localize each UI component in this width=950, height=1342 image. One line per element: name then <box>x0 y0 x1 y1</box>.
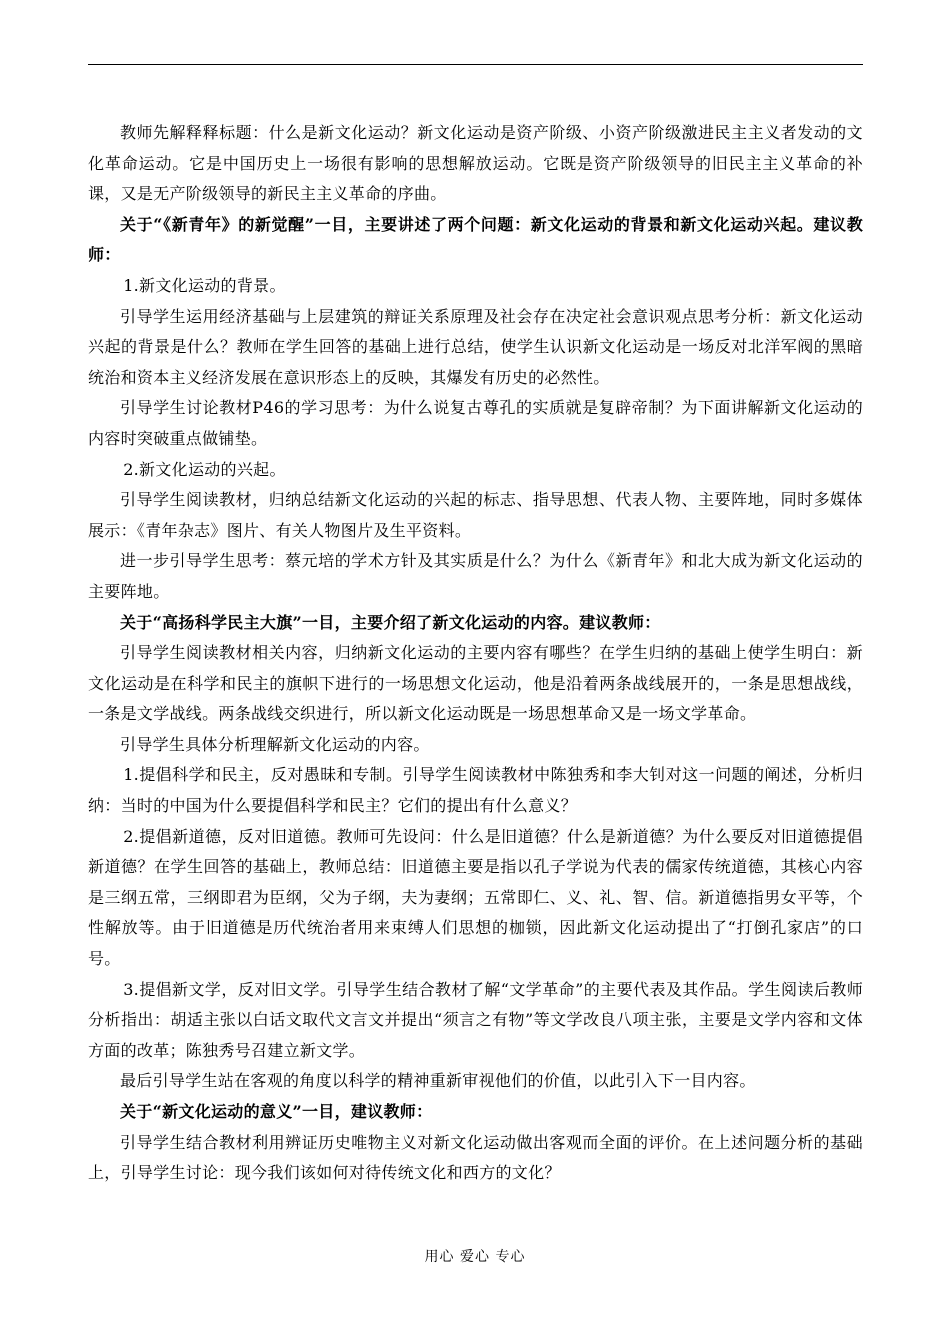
paragraph: 教师先解释释标题：什么是新文化运动？新文化运动是资产阶级、小资产阶级激进民主主义者发动的文化革命运动。它是中国历史上一场很有影响的思想解放运动。它既是资产阶级领导的旧民主主义革命的补课，又是无产阶级领导的新民主主义革命的序曲。 <box>88 123 863 204</box>
numbered-item: 2.提倡新道德，反对旧道德。教师可先设问：什么是旧道德？什么是新道德？为什么要反对旧道德提倡新道德？在学生回答的基础上，教师总结：旧道德主要是指以孔子学说为代表的儒家传统道德，其核心内容是三纲五常，三纲即君为臣纲，父为子纲，夫为妻纲；五常即仁、义、礼、智、信。新道德指男女平等，个性解放等。由于旧道德是历代统治者用来束缚人们思想的枷锁，因此新文化运动提出了“打倒孔家店”的口号。 <box>88 826 863 969</box>
numbered-item: 2.新文化运动的兴起。 <box>123 459 286 479</box>
paragraph: 引导学生结合教材利用辨证历史唯物主义对新文化运动做出客观而全面的评价。在上述问题分析的基础上，引导学生讨论：现今我们该如何对待传统文化和西方的文化？ <box>88 1132 863 1183</box>
numbered-item: 3.提倡新文学，反对旧文学。引导学生结合教材了解“文学革命”的主要代表及其作品。学生阅读后教师分析指出：胡适主张以白话文取代文言文并提出“须言之有物”等文学改良八项主张，主要是文学内容和文体方面的改革；陈独秀号召建立新文学。 <box>88 979 863 1060</box>
numbered-item: 1.提倡科学和民主，反对愚昧和专制。引导学生阅读教材中陈独秀和李大钊对这一问题的阐述，分析归纳：当时的中国为什么要提倡科学和民主？它们的提出有什么意义？ <box>88 765 863 816</box>
numbered-item: 1.新文化运动的背景。 <box>123 275 286 295</box>
body-text <box>88 118 863 1189</box>
paragraph: 最后引导学生站在客观的角度以科学的精神重新审视他们的价值，以此引入下一目内容。 <box>120 1071 756 1091</box>
paragraph: 进一步引导学生思考：蔡元培的学术方针及其实质是什么？为什么《新青年》和北大成为新文化运动的主要阵地。 <box>88 551 863 601</box>
section-heading: 关于“《新青年》的新觉醒”一目，主要讲述了两个问题：新文化运动的背景和新文化运动兴起。建议教师： <box>88 214 863 265</box>
header-rule <box>88 64 863 65</box>
paragraph: 引导学生讨论教材P46的学习思考：为什么说复古尊孔的实质就是复辟帝制？为下面讲解新文化运动的内容时突破重点做铺垫。 <box>88 398 863 448</box>
paragraph: 引导学生阅读教材，归纳总结新文化运动的兴起的标志、指导思想、代表人物、主要阵地，同时多媒体展示：《青年杂志》图片、有关人物图片及生平资料。 <box>88 490 863 540</box>
section-heading: 关于“高扬科学民主大旗”一目，主要介绍了新文化运动的内容。建议教师： <box>120 612 661 632</box>
paragraph: 引导学生具体分析理解新文化运动的内容。 <box>120 734 430 754</box>
page-footer: 用心 爱心 专心 <box>424 1249 526 1265</box>
paragraph: 引导学生运用经济基础与上层建筑的辩证关系原理及社会存在决定社会意识观点思考分析：新文化运动兴起的背景是什么？教师在学生回答的基础上进行总结，使学生认识新文化运动是一场反对北洋军阀的黑暗统治和资本主义经济发展在意识形态上的反映，其爆发有历史的必然性。 <box>88 306 863 387</box>
section-heading: 关于“新文化运动的意义”一目，建议教师： <box>120 1102 433 1121</box>
paragraph: 引导学生阅读教材相关内容，归纳新文化运动的主要内容有哪些？在学生归纳的基础上使学生明白：新文化运动是在科学和民主的旗帜下进行的一场思想文化运动，他是沿着两条战线展开的，一条是思想战线，一条是文学战线。两条战线交织进行，所以新文化运动既是一场思想革命又是一场文学革命。 <box>88 643 863 724</box>
